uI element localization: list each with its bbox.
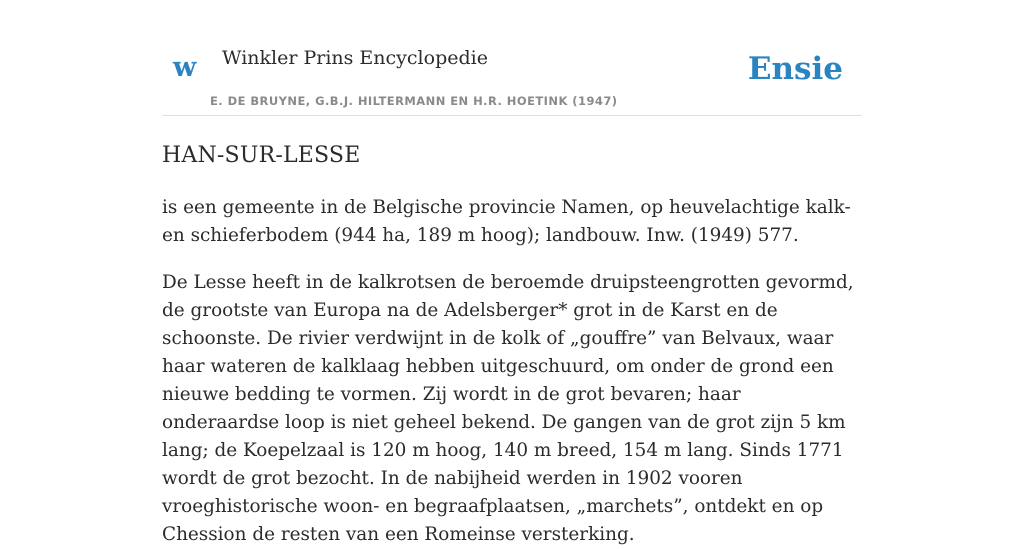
ensie-logo-link[interactable]: Ensie xyxy=(747,51,843,87)
encyclopedia-entry xyxy=(162,140,862,549)
site-header xyxy=(162,0,862,116)
entry-title: HAN-SUR-LESSE xyxy=(162,143,361,168)
site-title[interactable]: Winkler Prins Encyclopedie xyxy=(222,47,488,69)
authors-credit: E. DE BRUYNE, G.B.J. HILTERMANN EN H.R. HOETINK (1947) xyxy=(210,94,618,108)
winkler-prins-logo[interactable]: w xyxy=(173,52,197,83)
entry-body xyxy=(162,194,862,549)
entry-paragraph-2: De Lesse heeft in de kalkrotsen de beroemde druipsteengrotten gevormd, de grootste van Europa na de Adelsberger* grot in de Karst en de schoonste. De rivier verdwijnt in de kolk of „gouffre” van Belvaux, waar haar wateren de kalklaag hebben uitgeschuurd, om onder de grond een nieuwe bedding te vormen. Zij wordt in de grot bevaren; haar onderaardse loop is niet geheel bekend. De gangen van de grot zijn 5 km lang; de Koepelzaal is 120 m hoog, 140 m breed, 154 m lang. Sinds 1771 wordt de grot bezocht. In de nabijheid werden in 1902 vooren vroeghistorische woon- en begraafplaatsen, „marchets”, ontdekt en op Chession de resten van een Romeinse versterking. xyxy=(162,272,854,545)
page xyxy=(162,0,862,549)
entry-paragraph-1: is een gemeente in de Belgische provincie Namen, op heuvelachtige kalk- en schieferbodem (944 ha, 189 m hoog); landbouw. Inw. (1949) 577. xyxy=(162,197,851,246)
